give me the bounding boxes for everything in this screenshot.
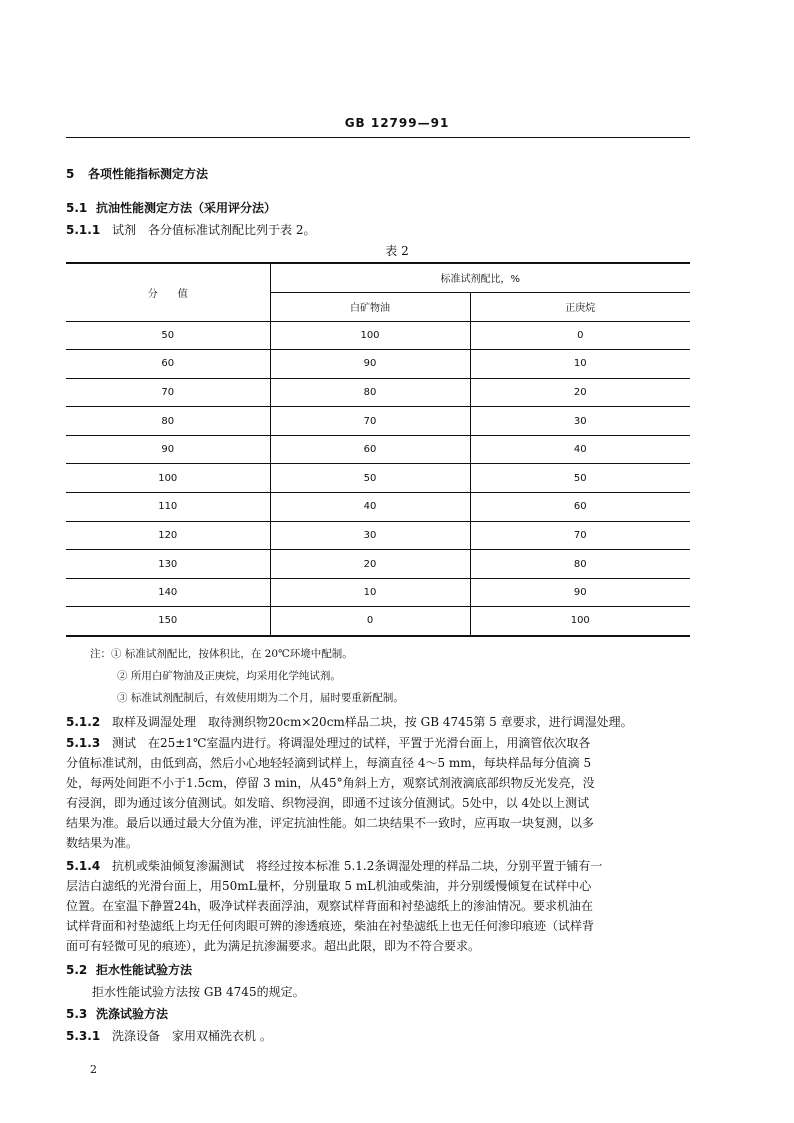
reagent-ratio-table bbox=[66, 262, 690, 637]
text-line: 面可有轻微可见的痕迹），此为满足抗渗漏要求。超出此限，即为不符合要求。 bbox=[66, 939, 481, 953]
section-number: 5.1.4 bbox=[66, 859, 101, 873]
table-title: 表 2 bbox=[385, 244, 409, 258]
text-line: 结果为准。最后以通过最大分值为准，评定抗油性能。如二块结果不一致时，应再取一块复测，以多 bbox=[66, 816, 595, 830]
section-5-3-1 bbox=[66, 1026, 272, 1046]
cell-heptane: 60 bbox=[470, 493, 690, 522]
cell-heptane: 90 bbox=[470, 578, 690, 607]
cell-oil: 80 bbox=[270, 378, 470, 407]
header-heptane: 正庚烷 bbox=[470, 292, 690, 321]
table-row bbox=[66, 521, 690, 550]
text-line: 抗机或柴油倾复渗漏测试 将经过按本标准 5.1.2条调湿处理的样品二块，分别平置于铺有一 bbox=[112, 859, 603, 873]
section-text: 取样及调湿处理 取待测织物20cm×20cm样品二块，按 GB 4745第 5 章要求，进行调湿处理。 bbox=[112, 715, 633, 729]
cell-heptane: 30 bbox=[470, 407, 690, 436]
text-line: 试样背面和衬垫滤纸上均无任何肉眼可辨的渗透痕迹，柴油在衬垫滤纸上也无任何渗印痕迹（试样背 bbox=[66, 919, 595, 933]
cell-oil: 30 bbox=[270, 521, 470, 550]
cell-heptane: 50 bbox=[470, 464, 690, 493]
table-note-1: 注：① 标准试剂配比，按体积比，在 20℃环境中配制。 bbox=[90, 648, 353, 660]
cell-oil: 70 bbox=[270, 407, 470, 436]
section-5-1-2 bbox=[66, 712, 633, 732]
section-5-2-heading bbox=[66, 960, 192, 980]
cell-score: 150 bbox=[66, 607, 270, 636]
text-line: 位置。在室温下静置24h，吸净试样表面浮油，观察试样背面和衬垫滤纸上的渗油情况。要求机油在 bbox=[66, 899, 594, 913]
table-note-3: ③ 标准试剂配制后，有效使用期为二个月，届时要重新配制。 bbox=[117, 692, 404, 704]
cell-score: 130 bbox=[66, 550, 270, 579]
section-text: 洗涤设备 家用双桶洗衣机 。 bbox=[112, 1029, 272, 1043]
header-mineral-oil: 白矿物油 bbox=[270, 292, 470, 321]
section-number: 5.1.3 bbox=[66, 736, 101, 750]
table-row bbox=[66, 464, 690, 493]
cell-heptane: 80 bbox=[470, 550, 690, 579]
cell-oil: 60 bbox=[270, 435, 470, 464]
cell-score: 60 bbox=[66, 350, 270, 379]
section-title: 各项性能指标测定方法 bbox=[88, 167, 209, 181]
page-number: 2 bbox=[90, 1063, 97, 1076]
table-row bbox=[66, 493, 690, 522]
cell-score: 80 bbox=[66, 407, 270, 436]
section-5-2-text: 拒水性能试验方法按 GB 4745的规定。 bbox=[92, 985, 305, 999]
section-5-1-1 bbox=[66, 221, 315, 238]
cell-heptane: 100 bbox=[570, 615, 590, 627]
table-row bbox=[66, 607, 690, 636]
section-number: 5.3 bbox=[66, 1007, 88, 1021]
table-row bbox=[66, 378, 690, 407]
table-row bbox=[66, 550, 690, 579]
section-number: 5.2 bbox=[66, 963, 88, 977]
table-row bbox=[66, 321, 690, 350]
cell-oil: 90 bbox=[270, 350, 470, 379]
cell-score: 50 bbox=[66, 321, 270, 350]
cell-oil: 10 bbox=[270, 578, 470, 607]
section-number: 5.3.1 bbox=[66, 1029, 101, 1043]
table-row bbox=[66, 435, 690, 464]
header-rule bbox=[66, 137, 690, 138]
section-number: 5.1.2 bbox=[66, 715, 101, 729]
table-row bbox=[66, 407, 690, 436]
cell-oil: 100 bbox=[270, 321, 470, 350]
text-line: 处，每两处间距不小于1.5cm，停留 3 min，从45°角斜上方，观察试剂液滴底部织物反光发亮，没 bbox=[66, 776, 595, 790]
cell-heptane: 10 bbox=[470, 350, 690, 379]
table-row bbox=[66, 578, 690, 607]
section-5-1-3 bbox=[66, 733, 595, 853]
section-5-1-heading bbox=[66, 199, 276, 216]
section-title: 抗油性能测定方法（采用评分法） bbox=[96, 201, 277, 215]
cell-heptane: 0 bbox=[470, 321, 690, 350]
section-number: 5.1 bbox=[66, 201, 88, 215]
cell-oil: 50 bbox=[270, 464, 470, 493]
header-score: 分 值 bbox=[66, 263, 270, 321]
table-note-2: ② 所用白矿物油及正庚烷，均采用化学纯试剂。 bbox=[117, 670, 341, 682]
text-line: 测试 在25±1℃室温内进行。将调湿处理过的试样，平置于光滑台面上，用滴管依次取各 bbox=[112, 736, 591, 750]
cell-oil: 40 bbox=[270, 493, 470, 522]
cell-score: 90 bbox=[66, 435, 270, 464]
table-header-row bbox=[66, 263, 690, 292]
section-number: 5 bbox=[66, 167, 75, 181]
section-number: 5.1.1 bbox=[66, 223, 101, 237]
cell-score: 140 bbox=[66, 578, 270, 607]
section-5-1-4 bbox=[66, 856, 602, 956]
text-line: 数结果为准。 bbox=[66, 836, 139, 850]
cell-score: 120 bbox=[66, 521, 270, 550]
section-5-3-heading bbox=[66, 1004, 168, 1024]
section-title: 拒水性能试验方法 bbox=[96, 963, 193, 977]
cell-score: 100 bbox=[66, 464, 270, 493]
cell-heptane: 40 bbox=[470, 435, 690, 464]
page-header-code: GB 12799—91 bbox=[344, 116, 450, 130]
cell-score: 70 bbox=[66, 378, 270, 407]
text-line: 分值标准试剂，由低到高，然后小心地轻轻滴到试样上，每滴直径 4～5 mm，每块样品每分值滴 5 bbox=[66, 756, 592, 770]
section-5-heading bbox=[66, 165, 208, 182]
cell-heptane: 20 bbox=[470, 378, 690, 407]
header-group-ratio: 标准试剂配比，% bbox=[270, 263, 690, 292]
section-title: 洗涤试验方法 bbox=[96, 1007, 169, 1021]
section-text: 试剂 各分值标准试剂配比列于表 2。 bbox=[112, 223, 316, 237]
table-row bbox=[66, 350, 690, 379]
text-line: 有浸润，即为通过该分值测试。如发暗、织物浸润，即通不过该分值测试。5处中，以 4处以上测试 bbox=[66, 796, 590, 810]
text-line: 层洁白滤纸的光滑台面上，用50mL量杯，分别量取 5 mL机油或柴油，并分别缓慢倾复在试样中心 bbox=[66, 879, 592, 893]
cell-heptane: 70 bbox=[470, 521, 690, 550]
cell-oil: 20 bbox=[270, 550, 470, 579]
cell-score: 110 bbox=[66, 493, 270, 522]
cell-oil: 0 bbox=[270, 607, 470, 636]
